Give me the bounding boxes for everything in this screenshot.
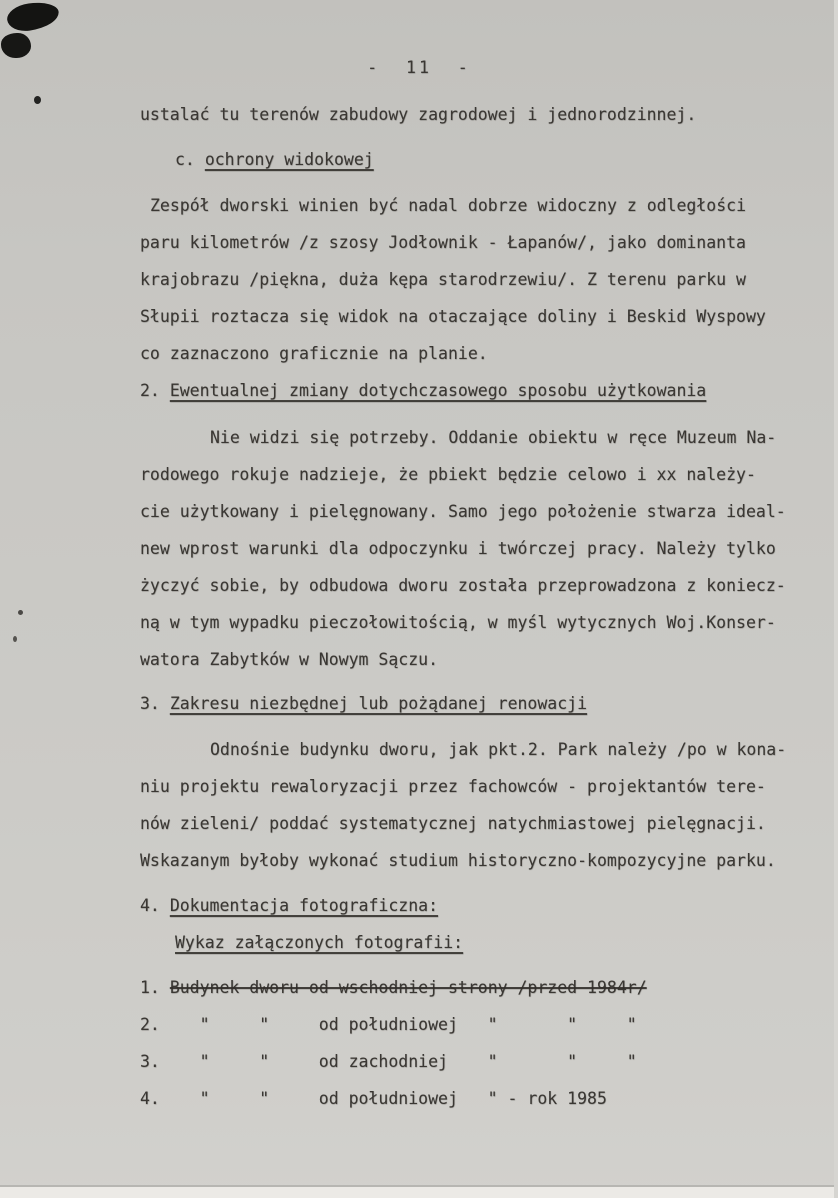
heading-line	[140, 887, 438, 924]
heading-line	[140, 372, 706, 409]
section-c-number: c.	[175, 150, 205, 169]
text-line: rodowego rokuje nadzieje, że pbiekt będzie celowo i xx należy-	[140, 465, 756, 484]
section-c-paragraph	[140, 187, 766, 372]
intro-paragraph	[140, 96, 696, 133]
photo-list-item	[140, 969, 647, 1006]
scan-speck	[18, 610, 23, 615]
section-4-heading	[140, 887, 438, 924]
section-2-title: Ewentualnej zmiany dotychczasowego sposobu użytkowania	[169, 381, 707, 400]
text-line: paru kilometrów /z szosy Jodłownik - Łapanów/, jako dominanta	[140, 233, 746, 252]
photo-list-item: 2. " " od południowej " " "	[140, 1015, 637, 1034]
section-3-number: 3.	[140, 694, 170, 713]
text-line: ną w tym wypadku pieczołowitością, w myśl wytycznych Woj.Konser-	[140, 613, 776, 632]
section-3-paragraph	[140, 731, 786, 879]
photo-list-item: 3. " " od zachodniej " " "	[140, 1052, 637, 1071]
section-2-heading	[140, 372, 706, 409]
heading-line	[140, 685, 587, 722]
page-number: - 11 -	[367, 58, 471, 77]
heading-line	[175, 141, 374, 178]
photo-list-heading	[175, 924, 463, 961]
text-line: co zaznaczono graficznie na planie.	[140, 344, 488, 363]
text-line: Słupii roztacza się widok na otaczające doliny i Beskid Wyspowy	[140, 307, 766, 326]
section-2-paragraph	[140, 419, 786, 678]
section-4-title: Dokumentacja fotograficzna:	[169, 896, 439, 915]
text-line: krajobrazu /piękna, duża kępa starodrzewiu/. Z terenu parku w	[140, 270, 746, 289]
text-line: Nie widzi się potrzeby. Oddanie obiektu w ręce Muzeum Na-	[210, 428, 777, 447]
photo-list	[140, 969, 647, 1117]
scan-ink-blot	[5, 0, 60, 33]
heading-line	[175, 924, 463, 961]
text-line: new wprost warunki dla odpoczynku i twórczej pracy. Należy tylko	[140, 539, 776, 558]
photo-item-number: 1.	[140, 978, 170, 997]
photo-item-struck-text: Budynek dworu od wschodniej strony /przed 1984r/	[169, 978, 647, 997]
section-c-heading	[175, 141, 374, 178]
section-3-title: Zakresu niezbędnej lub pożądanej renowacji	[169, 694, 588, 713]
scan-ink-blot	[1, 33, 31, 58]
text-line: niu projektu rewaloryzacji przez fachowców - projektantów tere-	[140, 777, 766, 796]
section-4-number: 4.	[140, 896, 170, 915]
section-3-heading	[140, 685, 587, 722]
scan-speck	[34, 96, 41, 104]
photo-list-title: Wykaz załączonych fotografii:	[175, 933, 464, 952]
text-line: życzyć sobie, by odbudowa dworu została przeprowadzona z koniecz-	[140, 576, 786, 595]
text-line: ustalać tu terenów zabudowy zagrodowej i jednorodzinnej.	[140, 105, 697, 124]
text-line: nów zieleni/ poddać systematycznej natychmiastowej pielęgnacji.	[140, 814, 766, 833]
section-2-number: 2.	[140, 381, 170, 400]
section-c-title: ochrony widokowej	[204, 150, 374, 169]
page-edge	[0, 1187, 838, 1198]
text-line: watora Zabytków w Nowym Sączu.	[140, 650, 439, 669]
scan-speck	[13, 636, 17, 642]
page-edge	[834, 0, 838, 1198]
text-line: Zespół dworski winien być nadal dobrze widoczny z odległości	[150, 196, 747, 215]
text-line: Wskazanym byłoby wykonać studium historyczno-kompozycyjne parku.	[140, 851, 776, 870]
text-line: Odnośnie budynku dworu, jak pkt.2. Park należy /po w kona-	[210, 740, 787, 759]
text-line: cie użytkowany i pielęgnowany. Samo jego położenie stwarza ideal-	[140, 502, 786, 521]
photo-list-item: 4. " " od południowej " - rok 1985	[140, 1089, 607, 1108]
